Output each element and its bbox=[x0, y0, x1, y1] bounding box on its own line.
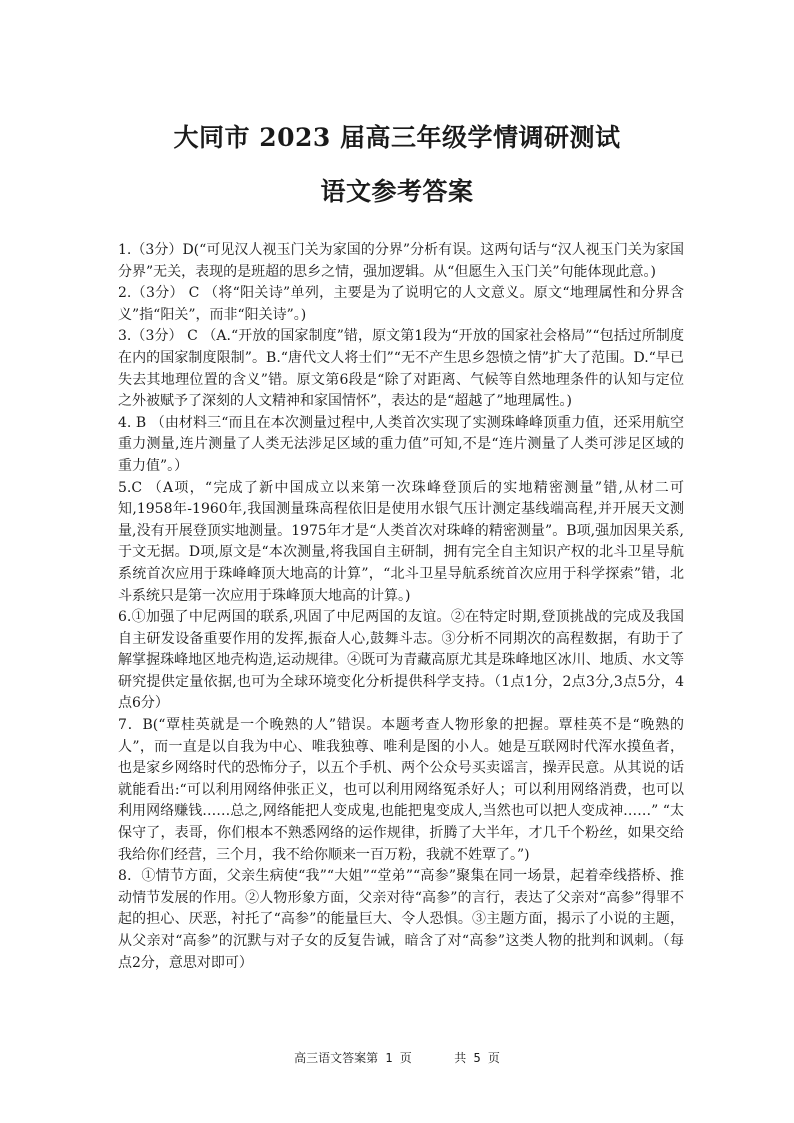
answer-item-4: 4. B （由材料三“而且在本次测量过程中,人类首次实现了实测珠峰峰顶重力值，还采用航空重力测量,连片测量了人类无法涉足区域的重力值”可知,不是“连片测量了人类可涉足区域的重力值”。） bbox=[118, 414, 684, 474]
answer-item-3: 3.（3分） C （A.“开放的国家制度”错，原文第1段为“开放的国家社会格局”“包括过所制度在内的国家制度限制”。B.“唐代文人将士们”“无不产生思乡怨愤之情”扩大了范围。D.“早已失去其地理位置的含义”错。原文第6段是“除了对距离、气候等自然地理条件的认知与定位之外被赋予了深刻的人文精神和家国情怀”，表达的是“超越了”地理属性。) bbox=[118, 328, 684, 410]
document-subtitle: 语文参考答案 bbox=[320, 177, 474, 206]
document-title: 大同市 2023 届高三年级学情调研测试 bbox=[173, 123, 621, 152]
answer-item-1: 1.（3分）D(“可见汉人视玉门关为家国的分界”分析有误。这两句话与“汉人视玉门关为家国分界”无关，表现的是班超的思乡之情，强加逻辑。从“但愿生入玉门关”句能体现此意。) bbox=[118, 242, 684, 280]
page-footer bbox=[0, 1049, 794, 1066]
answer-item-2: 2.（3分） C （将“阳关诗”单列，主要是为了说明它的人文意义。原文“地理属性和分界含义”指“阳关”，而非“阳关诗”。) bbox=[118, 285, 684, 323]
answer-item-5: 5.C （A项，“完成了新中国成立以来第一次珠峰登顶后的实地精密测量”错,从材二可知,1958年-1960年,我国测量珠高程依旧是使用水银气压计测定基线端高程,并开展天文测量,没有开展登顶实地测量。1975年才是“人类首次对珠峰的精密测量”。B项,强加因果关系,于文无据。D项,原文是“本次测量,将我国自主研制，拥有完全自主知识产权的北斗卫星导航系统首次应用于珠峰峰顶大地高的计算”，“北斗卫星导航系统首次应用于科学探索”错，北斗系统只是第一次应用于珠峰顶大地高的计算。) bbox=[118, 479, 684, 604]
answer-list bbox=[118, 240, 684, 974]
answer-item-6: 6.①加强了中尼两国的联系,巩固了中尼两国的友谊。②在特定时期,登顶挑战的完成及我国自主研发设备重要作用的发挥,振奋人心,鼓舞斗志。③分析不同期次的高程数据，有助于了解掌握珠峰地区地壳构造,运动规律。④既可为青藏高原尤其是珠峰地区冰川、地质、水文等研究提供定量依据,也可为全球环境变化分析提供科学支持。（1点1分，2点3分,3点5分，4点6分） bbox=[118, 609, 684, 712]
answer-item-8: 8．①情节方面，父亲生病使“我”“大姐”“堂弟”“高参”聚集在同一场景，起着牵线搭桥、推动情节发展的作用。②人物形象方面，父亲对待“高参”的言行，表达了父亲对“高参”得罪不起的担心、厌恶，衬托了“高参”的能量巨大、令人恐惧。③主题方面，揭示了小说的主题，从父亲对“高参”的沉默与对子女的反复告诫，暗含了对“高参”这类人物的批判和讽刺。（每点2分，意思对即可） bbox=[118, 868, 684, 971]
page-total: 共 5 页 bbox=[454, 1051, 500, 1065]
answer-item-7: 7．B(“覃桂英就是一个晚熟的人”错误。本题考查人物形象的把握。覃桂英不是“晚熟的人”，而一直是以自我为中心、唯我独尊、唯利是图的小人。她是互联网时代浑水摸鱼者，也是家乡网络时代的恐怖分子，以五个手机、两个公众号买卖谣言，操弄民意。从其说的话就能看出:“可以利用网络伸张正义，也可以利用网络冤杀好人；可以利用网络消费，也可以利用网络赚钱……总之,网络能把人变成鬼,也能把鬼变成人,当然也可以把人变成神……” “太保守了，表哥，你们根本不熟悉网络的运作规律，折腾了大半年，才几千个粉丝，如果交给我给你们经营，三个月，我不给你顺来一百万粉，我就不姓覃了。”) bbox=[118, 717, 684, 863]
page-number: 高三语文答案第 1 页 bbox=[294, 1051, 412, 1065]
